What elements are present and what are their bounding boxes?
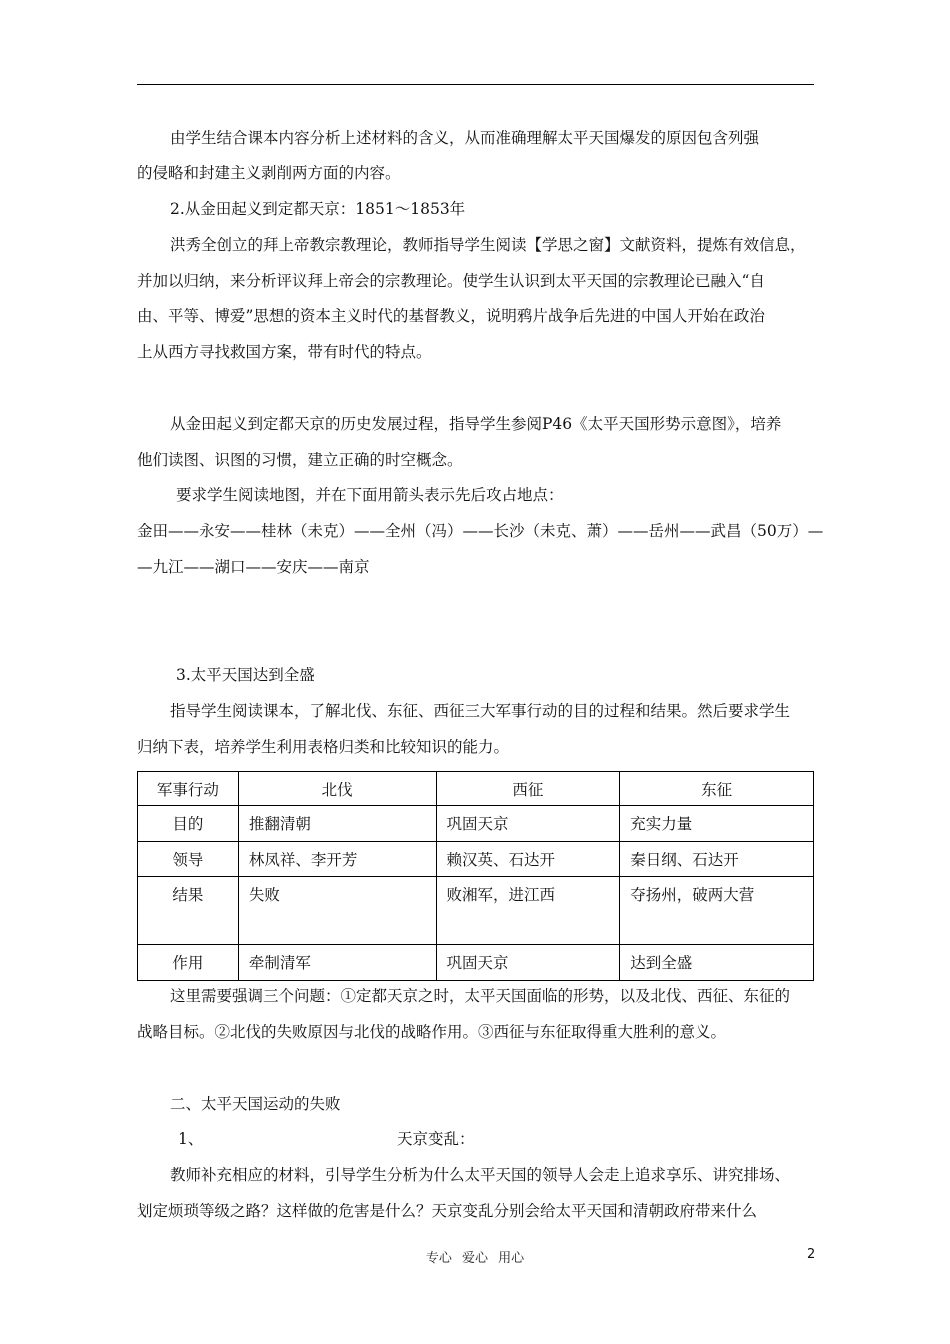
table-cell: 达到全盛 [620, 945, 814, 981]
table-cell: 巩固天京 [436, 945, 620, 981]
paragraph-line: 由、平等、博爱”思想的资本主义时代的基督教义，说明鸦片战争后先进的中国人开始在政治 [137, 307, 765, 325]
table-cell: 败湘军，进江西 [436, 877, 620, 945]
table-cell: 林凤祥、李开芳 [238, 842, 436, 877]
section-heading: 2.从金田起义到定都天京：1851～1853年 [170, 200, 466, 218]
subsection-number: 1、 [178, 1130, 204, 1148]
table-header-cell: 西征 [436, 772, 620, 806]
table-cell: 领导 [138, 842, 239, 877]
page-number: 2 [807, 1247, 816, 1262]
route-line: —九江——湖口——安庆——南京 [137, 558, 370, 576]
table-row [138, 945, 814, 981]
table-cell: 牵制清军 [238, 945, 436, 981]
table-row [138, 877, 814, 945]
paragraph-line: 战略目标。②北伐的失败原因与北伐的战略作用。③西征与东征取得重大胜利的意义。 [137, 1023, 727, 1041]
table-header-cell: 军事行动 [138, 772, 239, 806]
paragraph-line: 他们读图、识图的习惯，建立正确的时空概念。 [137, 451, 463, 469]
paragraph-line: 指导学生阅读课本，了解北伐、东征、西征三大军事行动的目的过程和结果。然后要求学生 [170, 702, 791, 720]
header-rule [137, 84, 814, 85]
table-cell: 推翻清朝 [238, 806, 436, 842]
table-header-row [138, 772, 814, 806]
table-header-cell: 北伐 [238, 772, 436, 806]
table-cell: 充实力量 [620, 806, 814, 842]
paragraph-line: 从金田起义到定都天京的历史发展过程，指导学生参阅P46《太平天国形势示意图》，培养 [170, 415, 782, 433]
table-row [138, 806, 814, 842]
paragraph-line: 的侵略和封建主义剥削两方面的内容。 [137, 164, 401, 182]
table-cell: 作用 [138, 945, 239, 981]
paragraph-line: 这里需要强调三个问题：①定都天京之时，太平天国面临的形势，以及北伐、西征、东征的 [170, 987, 791, 1005]
paragraph-line: 要求学生阅读地图，并在下面用箭头表示先后攻占地点： [176, 486, 564, 504]
paragraph-line: 划定烦琐等级之路？这样做的危害是什么？天京变乱分别会给太平天国和清朝政府带来什么 [137, 1202, 758, 1220]
footer-motto: 专心 爱心 用心 [425, 1251, 525, 1266]
table-cell: 失败 [238, 877, 436, 945]
table-cell: 目的 [138, 806, 239, 842]
subsection-title: 天京变乱： [397, 1130, 475, 1148]
table-cell: 夺扬州，破两大营 [620, 877, 814, 945]
table-cell: 巩固天京 [436, 806, 620, 842]
table-row [138, 842, 814, 877]
military-actions-table [137, 771, 814, 981]
table-cell: 结果 [138, 877, 239, 945]
paragraph-line: 归纳下表，培养学生利用表格归类和比较知识的能力。 [137, 738, 510, 756]
paragraph-line: 洪秀全创立的拜上帝教宗教理论，教师指导学生阅读【学思之窗】文献资料，提炼有效信息， [170, 236, 806, 254]
table-header-cell: 东征 [620, 772, 814, 806]
paragraph-line: 上从西方寻找救国方案，带有时代的特点。 [137, 343, 432, 361]
paragraph-line: 由学生结合课本内容分析上述材料的含义，从而准确理解太平天国爆发的原因包含列强 [170, 129, 760, 147]
section-heading: 二、太平天国运动的失败 [170, 1095, 341, 1113]
paragraph-line: 并加以归纳，来分析评议拜上帝会的宗教理论。使学生认识到太平天国的宗教理论已融入“自 [137, 272, 765, 290]
paragraph-line: 教师补充相应的材料，引导学生分析为什么太平天国的领导人会走上追求享乐、讲究排场、 [170, 1166, 791, 1184]
section-heading: 3.太平天国达到全盛 [176, 666, 315, 684]
table-cell: 秦日纲、石达开 [620, 842, 814, 877]
route-line: 金田——永安——桂林（未克）——全州（冯）——长沙（未克、萧）——岳州——武昌（50万）— [137, 522, 824, 540]
table-cell: 赖汉英、石达开 [436, 842, 620, 877]
